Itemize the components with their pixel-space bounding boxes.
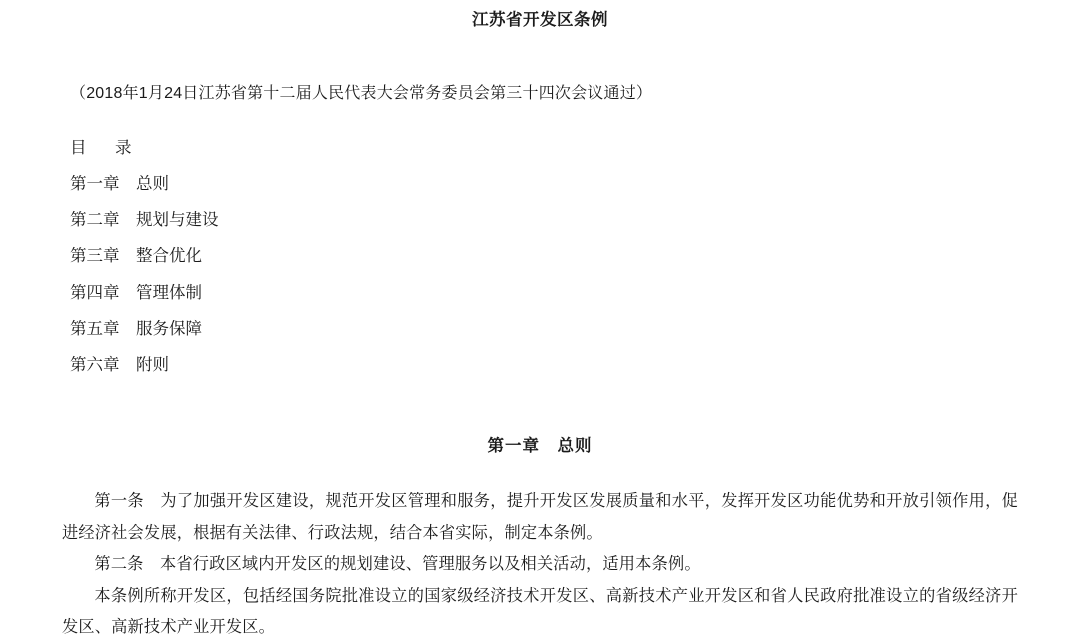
- toc-item-chapter-1: 第一章 总则: [70, 175, 169, 194]
- article-2-definition-paragraph: 本条例所称开发区，包括经国务院批准设立的国家级经济技术开发区、高新技术产业开发区和省人民政府批准设立的省级经济开发区、高新技术产业开发区。: [62, 586, 1018, 637]
- toc-item-chapter-5: 第五章 服务保障: [70, 319, 202, 338]
- table-of-contents: [62, 107, 1018, 374]
- page-title: 江苏省开发区条例: [472, 11, 608, 29]
- toc-item-chapter-4: 第四章 管理体制: [70, 283, 202, 302]
- document-body: [62, 456, 1018, 644]
- toc-item-chapter-6: 第六章 附则: [70, 355, 169, 374]
- article-1-paragraph: 第一条 为了加强开发区建设，规范开发区管理和服务，提升开发区发展质量和水平，发挥开发区功能优势和开放引领作用，促进经济社会发展，根据有关法律、行政法规，结合本省实际，制定本条例。: [62, 491, 1018, 542]
- toc-item-chapter-3: 第三章 整合优化: [70, 247, 202, 266]
- chapter-heading: 第一章 总则: [487, 436, 593, 455]
- promulgation-note: （2018年1月24日江苏省第十二届人民代表大会常务委员会第三十四次会议通过）: [70, 85, 653, 103]
- article-2-paragraph: 第二条 本省行政区域内开发区的规划建设、管理服务以及相关活动，适用本条例。: [94, 555, 701, 574]
- toc-item-chapter-2: 第二章 规划与建设: [70, 211, 219, 230]
- toc-heading: 目 录: [70, 138, 138, 157]
